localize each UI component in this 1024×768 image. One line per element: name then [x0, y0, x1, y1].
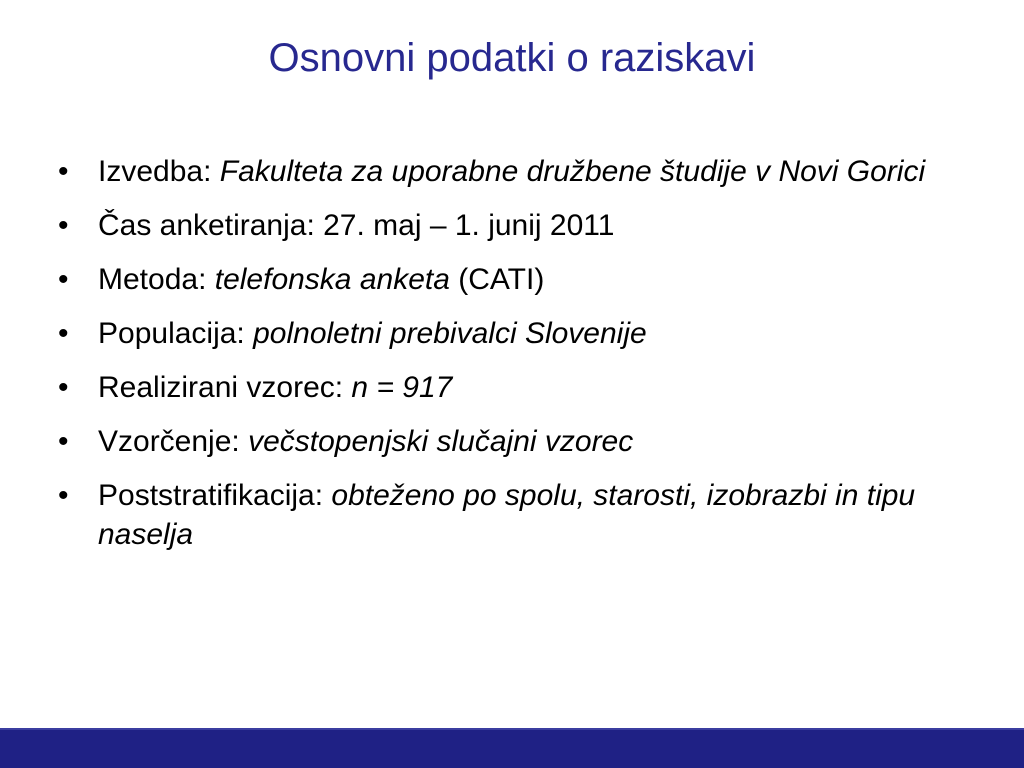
- bullet-item-metoda: [56, 260, 956, 299]
- bullet-item-cas-anketiranja: [56, 206, 956, 245]
- bullet-value: večstopenjski slučajni vzorec: [248, 425, 634, 458]
- bullet-value: polnoletni prebivalci Slovenije: [253, 317, 647, 350]
- bullet-icon: •: [58, 155, 69, 188]
- bullet-value: obteženo po spolu, starosti, izobrazbi in tipu naselja: [98, 479, 916, 551]
- bullet-value: telefonska anketa: [214, 263, 450, 296]
- bullet-item-populacija: [56, 314, 956, 353]
- bullet-label: Metoda:: [98, 263, 215, 296]
- bullet-value: n = 917: [351, 371, 453, 404]
- bullet-list: [56, 152, 956, 569]
- bullet-value: Fakulteta za uporabne družbene študije v Novi Gorici: [219, 155, 926, 188]
- bullet-item-izvedba: [56, 152, 956, 191]
- slide-title: Osnovni podatki o raziskavi: [268, 36, 756, 80]
- bullet-label: Populacija:: [98, 317, 254, 350]
- bullet-icon: •: [58, 317, 69, 350]
- bullet-icon: •: [58, 425, 69, 458]
- bullet-item-poststratifikacija: [56, 476, 956, 554]
- bullet-item-realizirani-vzorec: [56, 368, 956, 407]
- bullet-suffix: (CATI): [449, 263, 545, 296]
- bullet-label: Poststratifikacija:: [98, 479, 332, 512]
- footer-bar: [0, 728, 1024, 768]
- bullet-icon: •: [58, 209, 69, 242]
- bullet-label: Realizirani vzorec:: [98, 371, 352, 404]
- bullet-icon: •: [58, 479, 69, 512]
- bullet-label: Vzorčenje:: [98, 425, 249, 458]
- bullet-item-vzorcenje: [56, 422, 956, 461]
- bullet-icon: •: [58, 371, 69, 404]
- bullet-label: Izvedba:: [98, 155, 220, 188]
- bullet-icon: •: [58, 263, 69, 296]
- bullet-label: Čas anketiranja: 27. maj – 1. junij 2011: [98, 209, 615, 242]
